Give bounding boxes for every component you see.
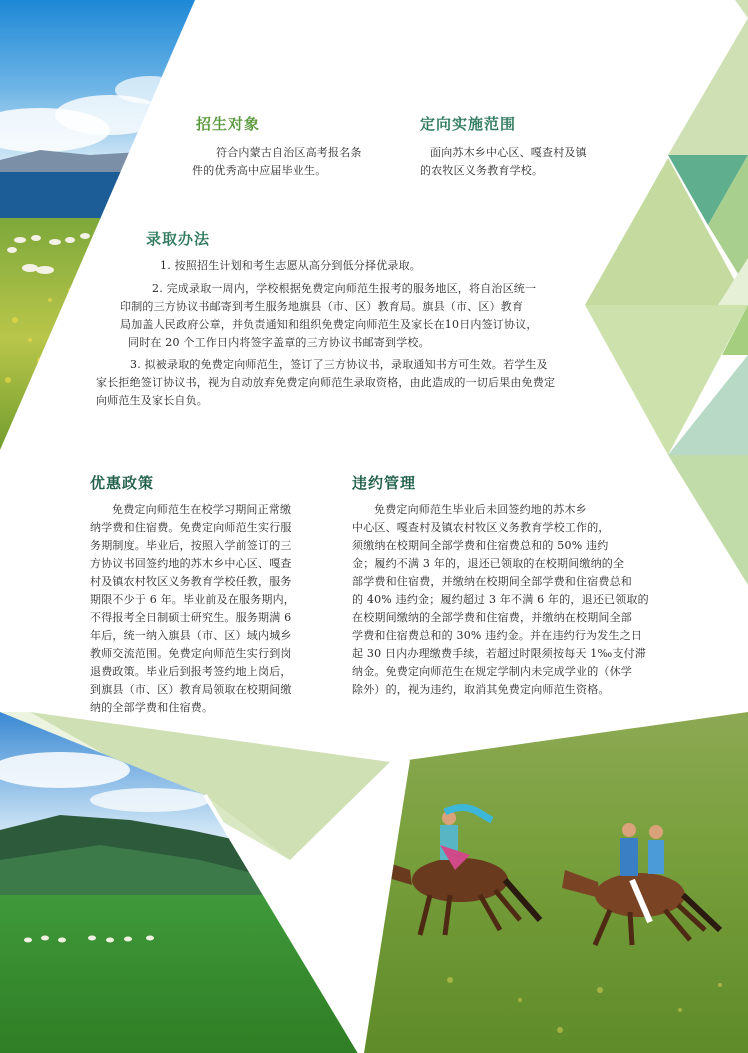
admission-item-3: 3. 拟被录取的免费定向师范生，签订了三方协议书，录取通知书方可生效。若学生及 家长拒绝签订协议书，视为自动放弃免费定向师范生录取资格，由此造成的一切后果由免费定 向师范生及家长自负。 <box>96 358 556 407</box>
admission-item-2: 2. 完成录取一周内，学校根据免费定向师范生报考的服务地区，将自治区统一 印制的三方协议书邮寄到考生服务地旗县（市、区）教育局。旗县（市、区）教育 局加盖人民政府公章，并负责通知和组织免费定向师范生及家长在10日内签订协议， 同时在 20 个工作日内将签字盖章的三方协议书邮寄到学校。 <box>120 282 538 349</box>
policy-title: 优惠政策 <box>90 474 155 492</box>
admission-item-1: 1. 按照招生计划和考生志愿从高分到低分择优录取。 <box>160 259 421 272</box>
triangle-mosaic <box>585 0 748 585</box>
enrollment-target-title: 招生对象 <box>196 115 261 133</box>
enrollment-target-text: 符合内蒙古自治区高考报名条 件的优秀高中应届毕业生。 <box>192 146 362 177</box>
scope-title: 定向实施范围 <box>420 115 517 133</box>
horse-riders-photo <box>340 700 748 1053</box>
scope-text: 面向苏木乡中心区、嘎查村及镇 的农牧区义务教育学校。 <box>420 146 587 177</box>
breach-title: 违约管理 <box>352 474 417 492</box>
admission-title: 录取办法 <box>146 230 211 248</box>
policy-text: 免费定向师范生在校学习期间正常缴 纳学费和住宿费。免费定向师范生实行服 务期制度。毕业后，按照入学前签订的三 方协议书回签约地的苏木乡中心区、嘎查 村及镇农村牧区义务教育学校任教，服务 期限不少于 6 年。毕业前及在服务期内， 不得报考全日制硕士研究生。服务期满 6 年后，统一纳入旗县（市、区）域内城乡 教师交流范围。免费定向师范生实行到岗 退费政策。毕业后到报考签约地上岗后， 到旗县（市、区）教育局领取在校期间缴 纳的全部学费和住宿费。 <box>90 503 295 714</box>
breach-text: 免费定向师范生毕业后未回签约地的苏木乡 中心区、嘎查村及镇农村牧区义务教育学校工作的， 须缴纳在校期间全部学费和住宿费总和的 50% 违约 金；履约不满 3 年的，退还已领取的在校期间缴纳的全 部学费和住宿费，并缴纳在校期间全部学费和住宿费总和 的 40% 违约金；履约超过 3 年不满 6 年的，退还已领取的 在校期间缴纳的全部学费和住宿费，并缴纳在校期间全部 学费和住宿费总和的 30% 违约金。并在违约行为发生之日 起 30 日内办理缴费手续，若超过时限须按每天 1‰支付滞 纳金。免费定向师范生在规定学制内未完成学业的（休学 除外）的，视为违约，取消其免费定向师范生资格。 <box>352 503 649 696</box>
